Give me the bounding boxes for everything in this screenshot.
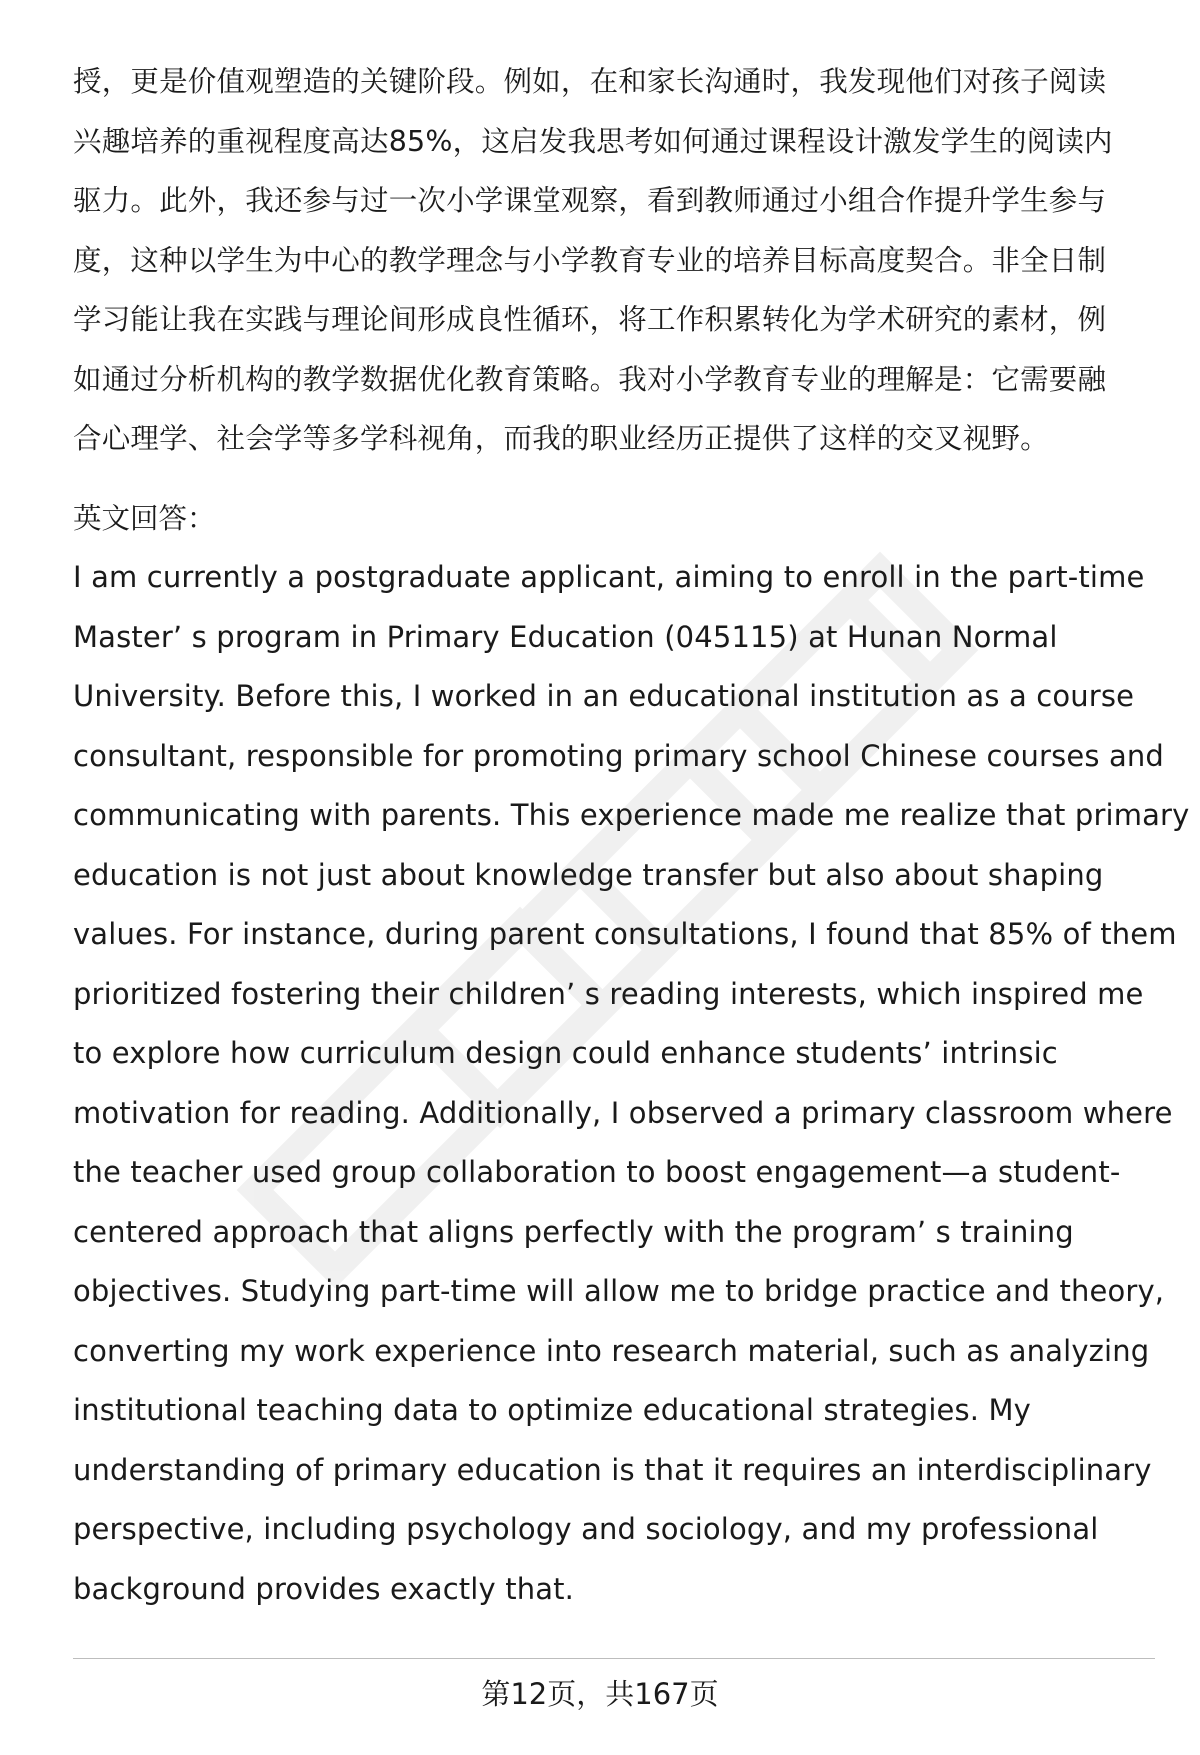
english-answer-line: centered approach that aligns perfectly with the program’ s training [73, 1214, 1074, 1249]
chinese-answer-line: 兴趣培养的重视程度高达85%，这启发我思考如何通过课程设计激发学生的阅读内 [73, 124, 1113, 158]
chinese-answer-line: 驱力。此外，我还参与过一次小学课堂观察，看到教师通过小组合作提升学生参与 [73, 184, 1107, 217]
english-answer-line: the teacher used group collaboration to boost engagement—a student- [73, 1155, 1121, 1189]
chinese-answer-line: 度，这种以学生为中心的教学理念与小学教育专业的培养目标高度契合。非全日制 [73, 243, 1107, 277]
page-number: 第12页，共167页 [481, 1677, 719, 1711]
english-answer-line: University. Before this, I worked in an educational institution as a course [73, 679, 1135, 713]
english-answer-line: institutional teaching data to optimize educational strategies. My [73, 1393, 1031, 1427]
english-answer-line: Master’ s program in Primary Education (045115) at Hunan Normal [73, 619, 1058, 654]
english-answer-heading: 英文回答： [73, 501, 216, 535]
chinese-answer-line: 学习能让我在实践与理论间形成良性循环，将工作积累转化为学术研究的素材，例 [73, 303, 1107, 336]
main-content [73, 52, 1190, 1619]
chinese-answer-paragraph [73, 52, 1153, 469]
chinese-answer-line: 合心理学、社会学等多学科视角，而我的职业经历正提供了这样的交叉视野。 [73, 422, 1049, 455]
footer-divider [73, 1658, 1155, 1659]
english-answer-line: background provides exactly that. [73, 1571, 575, 1606]
english-answer-line: motivation for reading. Additionally, I observed a primary classroom where [73, 1095, 1173, 1130]
english-answer-line: objectives. Studying part-time will allow me to bridge practice and theory, [73, 1274, 1165, 1308]
chinese-answer-line: 授，更是价值观塑造的关键阶段。例如，在和家长沟通时，我发现他们对孩子阅读 [73, 65, 1107, 98]
chinese-answer-line: 如通过分析机构的教学数据优化教育策略。我对小学教育专业的理解是：它需要融 [73, 362, 1107, 396]
english-answer-line: prioritized fostering their children’ s reading interests, which inspired me [73, 976, 1144, 1011]
english-answer-paragraph [73, 548, 1190, 1619]
english-answer-line: communicating with parents. This experience made me realize that primary [73, 798, 1190, 832]
english-answer-line: consultant, responsible for promoting primary school Chinese courses and [73, 738, 1164, 773]
english-answer-line: I am currently a postgraduate applicant, aiming to enroll in the part-time [73, 560, 1145, 594]
english-answer-line: converting my work experience into research material, such as analyzing [73, 1333, 1150, 1368]
english-answer-line: understanding of primary education is that it requires an interdisciplinary [73, 1452, 1152, 1487]
english-answer-line: to explore how curriculum design could enhance students’ intrinsic [73, 1036, 1058, 1070]
english-answer-line: perspective, including psychology and sociology, and my professional [73, 1512, 1099, 1546]
english-answer-line: education is not just about knowledge transfer but also about shaping [73, 857, 1104, 892]
english-answer-line: values. For instance, during parent consultations, I found that 85% of them [73, 917, 1177, 951]
